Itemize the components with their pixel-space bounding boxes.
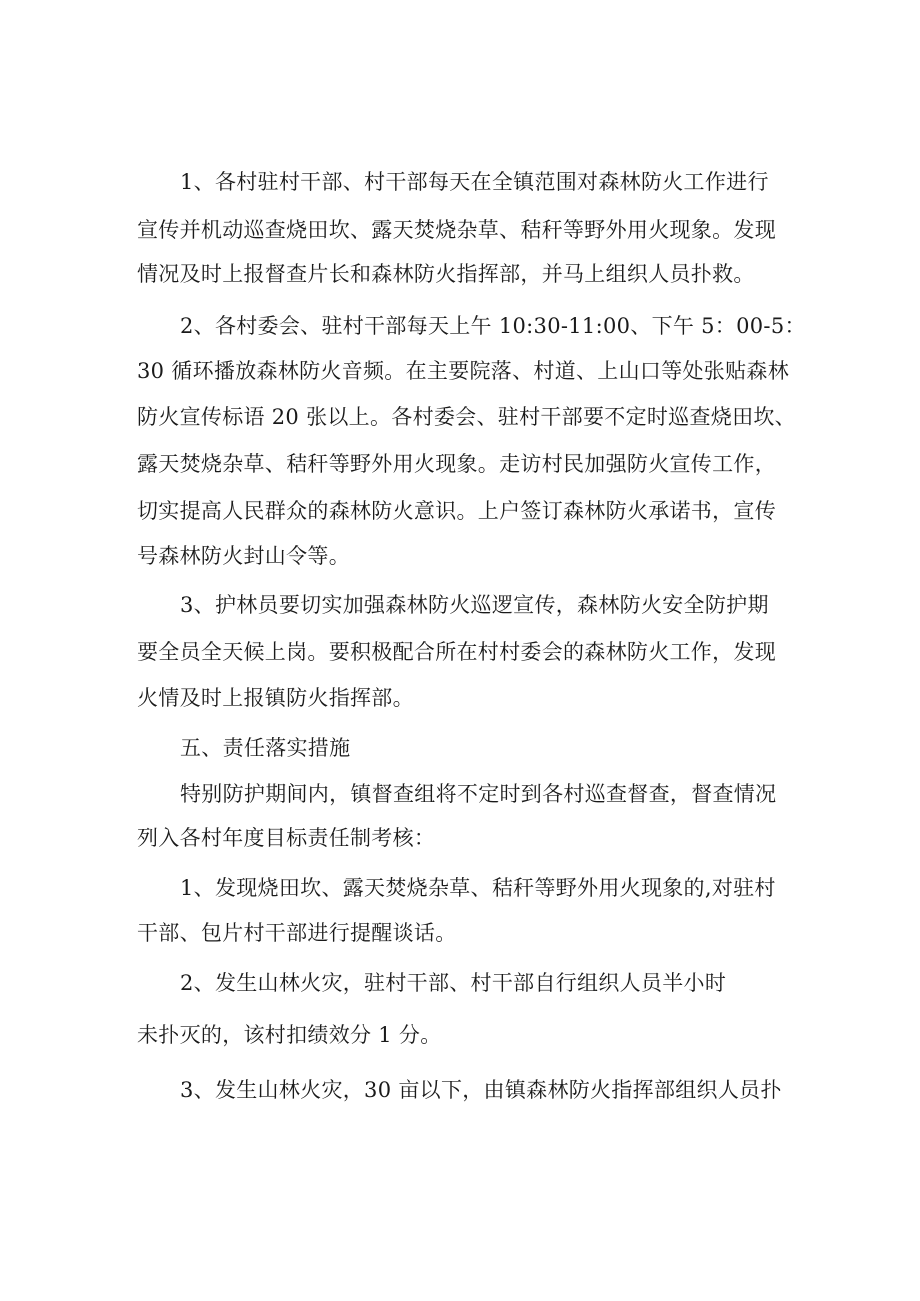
paragraph-2-line-1: 2、各村委会、驻村干部每天上午 10:30-11:00、下午 5：00-5： — [180, 314, 806, 338]
paragraph-2-line-5: 切实提高人民群众的森林防火意识。上户签订森林防火承诺书，宣传 — [137, 499, 776, 523]
paragraph-5-line-1: 1、发现烧田坎、露天焚烧杂草、秸秆等野外用火现象的,对驻村 — [180, 876, 776, 900]
paragraph-3-line-2: 要全员全天候上岗。要积极配合所在村村委会的森林防火工作，发现 — [137, 640, 776, 664]
paragraph-1-line-3: 情况及时上报督查片长和森林防火指挥部，并马上组织人员扑救。 — [137, 262, 755, 286]
paragraph-2-line-4: 露天焚烧杂草、秸秆等野外用火现象。走访村民加强防火宣传工作， — [137, 452, 776, 476]
paragraph-1-line-2: 宣传并机动巡查烧田坎、露天焚烧杂草、秸秆等野外用火现象。发现 — [137, 218, 776, 242]
paragraph-2-line-6: 号森林防火封山令等。 — [137, 544, 350, 568]
paragraph-3-line-1: 3、护林员要切实加强森林防火巡逻宣传，森林防火安全防护期 — [180, 593, 769, 617]
section-heading: 五、责任落实措施 — [180, 736, 351, 760]
paragraph-7-line-1: 3、发生山林火灾，30 亩以下，由镇森林防火指挥部组织人员扑 — [180, 1078, 782, 1102]
paragraph-3-line-3: 火情及时上报镇防火指挥部。 — [137, 686, 414, 710]
paragraph-2-line-3: 防火宣传标语 20 张以上。各村委会、驻村干部要不定时巡查烧田坎、 — [137, 405, 796, 429]
paragraph-6-line-1: 2、发生山林火灾，驻村干部、村干部自行组织人员半小时 — [180, 971, 727, 995]
paragraph-5-line-2: 干部、包片村干部进行提醒谈话。 — [137, 921, 457, 945]
paragraph-1-line-1: 1、各村驻村干部、村干部每天在全镇范围对森林防火工作进行 — [180, 170, 769, 194]
paragraph-4-line-2: 列入各村年度目标责任制考核： — [137, 826, 436, 850]
paragraph-2-line-2: 30 循环播放森林防火音频。在主要院落、村道、上山口等处张贴森林 — [137, 359, 789, 383]
paragraph-6-line-2: 未扑灭的，该村扣绩效分 1 分。 — [137, 1023, 442, 1047]
paragraph-4-line-1: 特别防护期间内，镇督查组将不定时到各村巡查督查，督查情况 — [180, 782, 777, 806]
